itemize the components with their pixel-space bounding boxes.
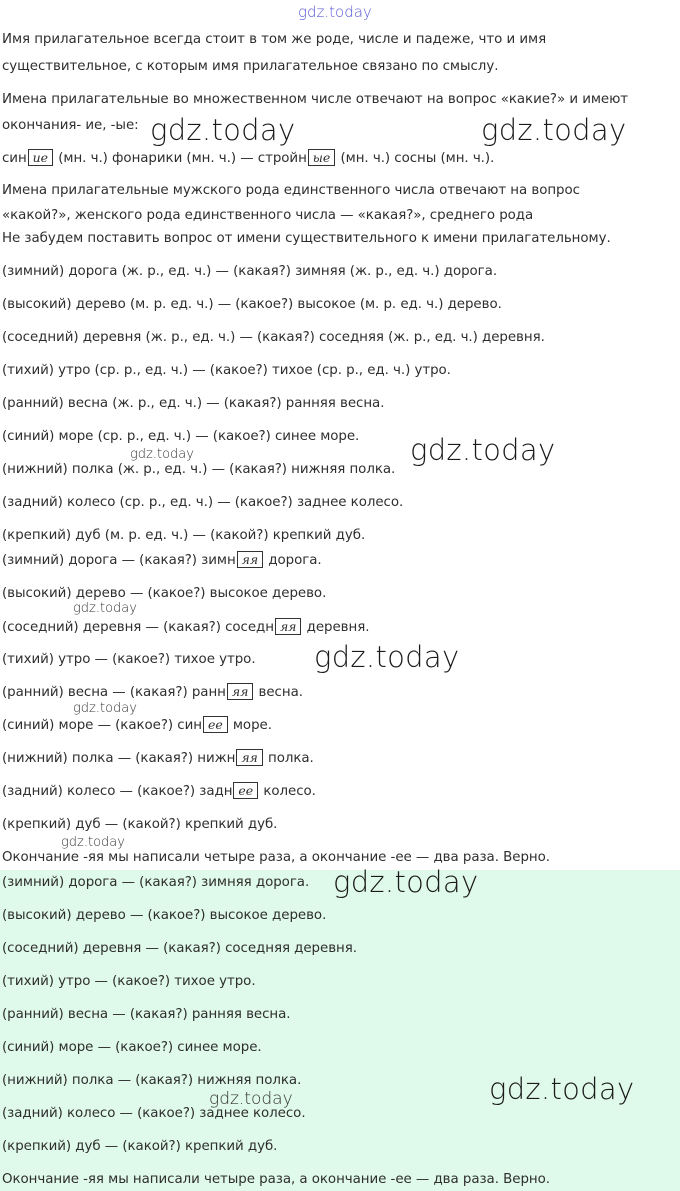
- ending-box: ие: [28, 149, 53, 166]
- rule-text: существительное, с которым имя прилагательное связано по смыслу.: [2, 59, 499, 74]
- watermark: gdz.today: [481, 113, 627, 147]
- rule-text: окончания- ие, -ые:: [2, 118, 139, 133]
- ending-line: (нижний) полка — (какая?) нижн яя полка.: [2, 750, 314, 766]
- ending-line: (крепкий) дуб — (какой?) крепкий дуб.: [2, 817, 278, 832]
- analysis-line: (ранний) весна (ж. р., ед. ч.) — (какая?) ранняя весна.: [2, 396, 385, 411]
- ending-box: яя: [237, 551, 263, 568]
- ending-box: яя: [227, 683, 253, 700]
- rule-example: син ие (мн. ч.) фонарики (мн. ч.) — стройн ые (мн. ч.) сосны (мн. ч.).: [2, 150, 495, 166]
- ending-line: (тихий) утро — (какое?) тихое утро.: [2, 652, 256, 667]
- analysis-line: (синий) море (ср. р., ед. ч.) — (какое?) синее море.: [2, 429, 360, 444]
- analysis-line: (зимний) дорога (ж. р., ед. ч.) — (какая?) зимняя (ж. р., ед. ч.) дорога.: [2, 264, 498, 279]
- analysis-line: (задний) колесо (ср. р., ед. ч.) — (какое?) заднее колесо.: [2, 495, 404, 510]
- watermark: gdz.today: [150, 113, 296, 147]
- watermark: gdz.today: [130, 447, 194, 462]
- watermark: gdz.today: [61, 835, 125, 850]
- rule-text: Имя прилагательное всегда стоит в том же роде, числе и падеже, что и имя: [2, 32, 547, 47]
- watermark: gdz.today: [333, 865, 479, 899]
- watermark: gdz.today: [73, 701, 137, 716]
- answer-line: (задний) колесо — (какое?) заднее колесо.: [2, 1106, 306, 1121]
- watermark: gdz.today: [314, 640, 460, 674]
- answer-line: (синий) море — (какое?) синее море.: [2, 1040, 262, 1055]
- analysis-line: (нижний) полка (ж. р., ед. ч.) — (какая?) нижняя полка.: [2, 462, 396, 477]
- ending-line: (соседний) деревня — (какая?) соседн яя деревня.: [2, 619, 370, 635]
- watermark: gdz.today: [489, 1072, 635, 1106]
- ending-box: ые: [308, 149, 335, 166]
- rule-text: Имена прилагательные во множественном числе отвечают на вопрос «какие?» и имеют: [2, 92, 629, 107]
- conclusion-text: Окончание -яя мы написали четыре раза, а окончание -ее — два раза. Верно.: [2, 850, 550, 865]
- rule-text: Не забудем поставить вопрос от имени существительного к имени прилагательному.: [2, 231, 611, 246]
- answer-line: (высокий) дерево — (какое?) высокое дерево.: [2, 908, 327, 923]
- ending-line: (синий) море — (какое?) син ее море.: [2, 717, 272, 733]
- ending-box: ее: [233, 782, 258, 799]
- answer-line: (крепкий) дуб — (какой?) крепкий дуб.: [2, 1139, 278, 1154]
- rule-text: «какой?», женского рода единственного числа — «какая?», среднего рода: [2, 208, 534, 223]
- ending-box: ее: [203, 716, 228, 733]
- answer-line: (ранний) весна — (какая?) ранняя весна.: [2, 1007, 291, 1022]
- ending-line: (задний) колесо — (какое?) задн ее колесо.: [2, 783, 316, 799]
- answer-line: (тихий) утро — (какое?) тихое утро.: [2, 974, 256, 989]
- analysis-line: (тихий) утро (ср. р., ед. ч.) — (какое?) тихое (ср. р., ед. ч.) утро.: [2, 363, 451, 378]
- watermark: gdz.today: [209, 1089, 293, 1109]
- analysis-line: (соседний) деревня (ж. р., ед. ч.) — (какая?) соседняя (ж. р., ед. ч.) деревня.: [2, 330, 545, 345]
- ending-line: (высокий) дерево — (какое?) высокое дерево.: [2, 586, 327, 601]
- answer-conclusion: Окончание -яя мы написали четыре раза, а окончание -ее — два раза. Верно.: [2, 1172, 550, 1187]
- analysis-line: (крепкий) дуб (м. р. ед. ч.) — (какой?) крепкий дуб.: [2, 528, 366, 543]
- answer-line: (соседний) деревня — (какая?) соседняя деревня.: [2, 941, 357, 956]
- rule-text: Имена прилагательные мужского рода единственного числа отвечают на вопрос: [2, 183, 580, 198]
- ending-line: (зимний) дорога — (какая?) зимн яя дорога.: [2, 552, 322, 568]
- watermark: gdz.today: [410, 433, 556, 467]
- analysis-line: (высокий) дерево (м. р. ед. ч.) — (какое?) высокое (м. р. ед. ч.) дерево.: [2, 297, 502, 312]
- watermark: gdz.today: [73, 601, 137, 616]
- ending-line: (ранний) весна — (какая?) ранн яя весна.: [2, 684, 303, 700]
- ending-box: яя: [275, 618, 301, 635]
- answer-line: (зимний) дорога — (какая?) зимняя дорога.: [2, 875, 310, 890]
- answer-line: (нижний) полка — (какая?) нижняя полка.: [2, 1073, 302, 1088]
- ending-box: яя: [236, 749, 262, 766]
- watermark: gdz.today: [298, 3, 372, 21]
